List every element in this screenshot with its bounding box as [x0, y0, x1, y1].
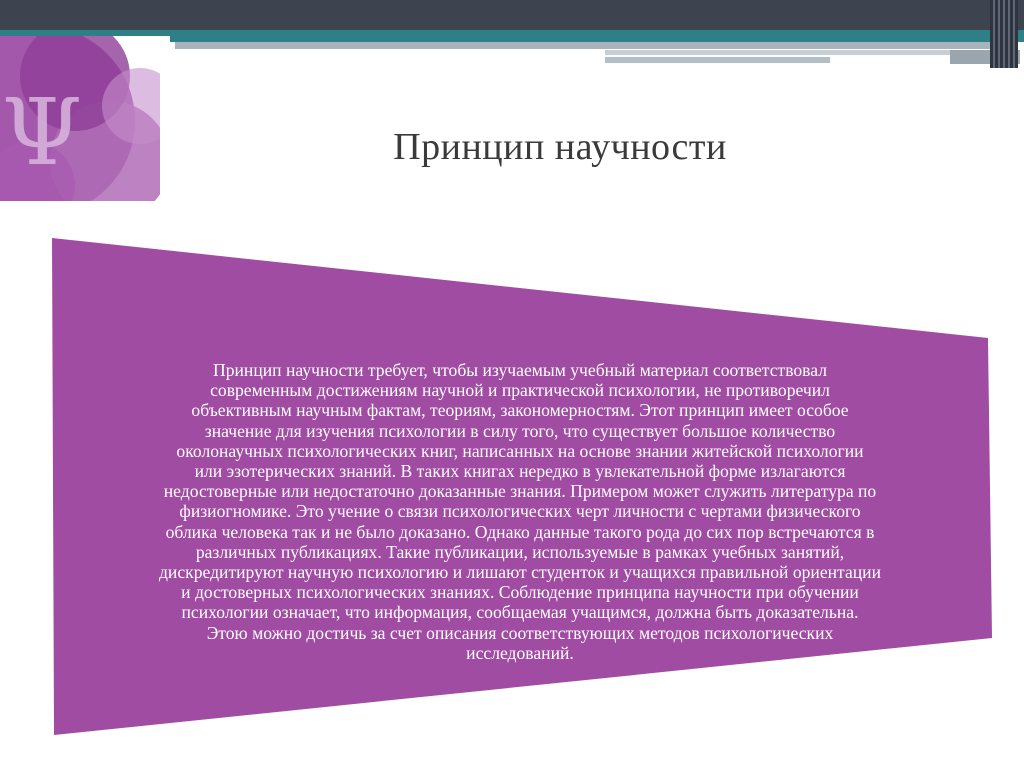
slide-title: Принцип научности	[393, 126, 727, 168]
psi-glyph: Ψ	[1, 79, 83, 186]
body-text: Принцип научности требует, чтобы изучаемым учебный материал соответствовал современным достижениям научной и практической психологии, не противоречил объективным научным фактам, теориям, закономерностям. Этот принцип имеет особое значение для изучения психологии в силу того, что существует большое количество околонаучных психологических книг, написанных на основе знании житейской психологии или эзотерических знаний. В таких книгах нередко в увлекательной форме излагаются недостоверные или недостаточно доказанные знания. Примером может служить литература по физиогномике. Это учение о связи психологических черт личности с чертами физического облика человека так и не было доказано. Однако данные такого рода до сих пор встречаются в различных публикациях. Такие публикации, используемые в рамках учебных занятий, дискредитируют научную психологию и лишают студенток и учащихся правильной ориентации и достоверных психологических знаниях. Соблюдение принципа научности при обучении психологии означает, что информация, сообщаемая учащимся, должна быть доказательна. Этою можно достичь за счет описания соответствующих методов психологических исследований.	[158, 360, 882, 663]
header-dark-bar	[0, 0, 1024, 30]
psi-logo-icon	[0, 36, 170, 201]
header-gray-strip	[175, 42, 1015, 49]
header-decorative-bars	[990, 0, 1018, 68]
header-gray-strip	[605, 57, 830, 63]
